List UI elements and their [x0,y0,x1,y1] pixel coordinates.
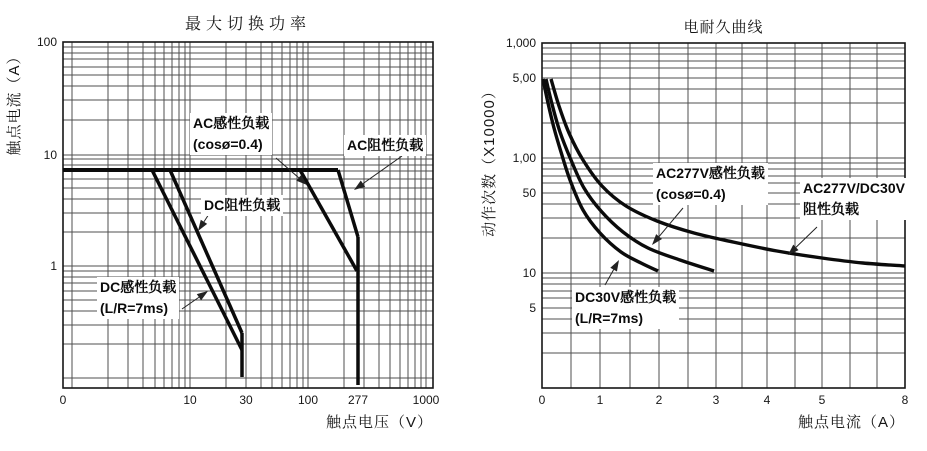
annotation-line: (cosø=0.4) [656,186,726,202]
annotation-line: AC277V感性负载 [656,165,765,181]
annotation-arrow-line [796,227,817,247]
left-x-axis-label: 触点电压（V） [325,414,433,431]
x-tick-label: 8 [901,393,909,407]
annotation-line: DC阻性负载 [204,197,281,213]
y-tick-label: 10 [522,266,536,280]
y-tick-label: 1,000 [505,36,536,50]
x-tick-label: 10 [183,393,197,407]
x-tick-label: 1 [596,393,604,407]
x-tick-label: 2 [655,393,663,407]
annotation-dc-inductive-load [97,277,179,319]
x-tick-label: 100 [297,393,319,407]
annotation-ac-resistive-load [344,135,426,156]
y-tick-label: 50 [522,186,536,200]
x-tick-label: 1000 [412,393,440,407]
annotation-line: AC277V/DC30V [803,180,905,196]
annotation-arrowhead [198,220,207,231]
x-tick-label: 277 [347,393,369,407]
annotation-ac277v-inductive-load [653,163,768,205]
annotation-line: (L/R=7ms) [575,310,644,326]
annotation-ac277v-dc30v-resistive-load [800,178,908,220]
annotation-arrowhead [652,234,662,245]
annotation-line: AC阻性负载 [347,137,424,153]
annotation-line: (cosø=0.4) [193,136,263,152]
x-tick-label: 0 [538,393,546,407]
annotation-arrowhead [197,291,208,300]
y-tick-label: 5,00 [512,71,536,85]
x-tick-label: 3 [712,393,720,407]
annotation-arrow-line [605,270,614,285]
annotation-line: DC30V感性负载 [575,289,677,305]
y-tick-label: 1 [50,259,57,273]
curve-ac-resistive-load [338,170,358,237]
annotation-dc30v-inductive-load [572,287,679,329]
x-tick-label: 0 [59,393,67,407]
annotation-dc-resistive-load [201,195,283,216]
annotation-arrowhead [610,260,619,271]
left-chart-title: 最大切换功率 [184,16,311,33]
x-tick-label: 4 [763,393,771,407]
curve-ac-inductive-load [300,170,357,271]
annotation-line: (L/R=7ms) [100,300,169,316]
y-tick-label: 100 [36,35,57,49]
left-y-axis-label: 触点电流（A） [6,48,23,156]
annotation-arrow-line [276,158,299,178]
annotation-line: AC感性负载 [193,115,270,131]
annotation-ac-inductive-load [190,113,272,155]
annotation-line: DC感性负载 [100,279,177,295]
x-tick-label: 30 [239,393,253,407]
annotation-line: 阻性负载 [803,201,859,217]
annotation-arrowhead [354,181,365,190]
y-tick-label: 5 [529,301,536,315]
right-chart-title: 电耐久曲线 [683,19,764,36]
right-y-axis-label: 动作次数（X10000） [481,83,498,237]
y-tick-label: 1,00 [512,151,536,165]
x-tick-label: 5 [818,393,826,407]
y-tick-label: 10 [43,148,57,162]
right-x-axis-label: 触点电流（A） [797,414,905,431]
